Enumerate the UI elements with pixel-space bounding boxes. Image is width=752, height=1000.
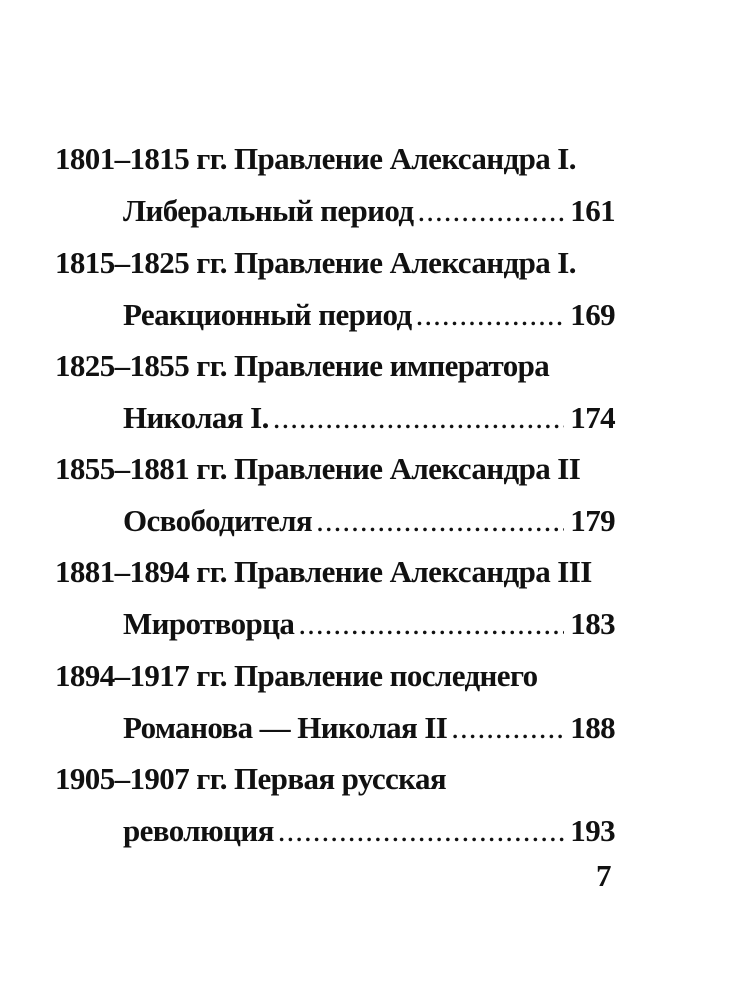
- toc-entry-heading: 1801–1815 гг. Правление Александра I.: [55, 141, 576, 176]
- leader-dots: [278, 813, 565, 849]
- leader-dots: [273, 400, 565, 436]
- toc-entry-title: Освободителя: [123, 503, 313, 538]
- toc-entry-title: Реакционный период: [123, 297, 412, 332]
- leader-dots: [416, 297, 565, 333]
- page-number: 7: [596, 858, 612, 893]
- toc-entry-line: [123, 193, 615, 229]
- toc-entry-line: [123, 606, 615, 642]
- toc-entry-line: [123, 813, 615, 849]
- toc-entry-heading: 1881–1894 гг. Правление Александра III: [55, 554, 592, 589]
- toc-entry-page: 183: [570, 606, 615, 641]
- toc-entry-line: [123, 297, 615, 333]
- toc-entry-heading: 1855–1881 гг. Правление Александра II: [55, 451, 581, 486]
- toc-entry-page: 179: [570, 503, 615, 538]
- leader-dots: [316, 503, 564, 539]
- toc-entry-heading: 1905–1907 гг. Первая русская: [55, 761, 447, 796]
- toc-entry-title: Романова — Николая II: [123, 710, 448, 745]
- toc-entry-line: [123, 503, 615, 539]
- toc-entry-line: [123, 710, 615, 746]
- toc-entry-heading: 1815–1825 гг. Правление Александра I.: [55, 245, 576, 280]
- leader-dots: [298, 606, 564, 642]
- toc-entry-heading: 1894–1917 гг. Правление последнего: [55, 658, 538, 693]
- toc-entry-page: 188: [570, 710, 615, 745]
- toc-entry-title: Николая I.: [123, 400, 269, 435]
- toc-entry-page: 193: [570, 813, 615, 848]
- leader-dots: [451, 710, 564, 746]
- toc-entry-title: Либеральный период: [123, 193, 414, 228]
- toc-entry-page: 174: [570, 400, 615, 435]
- toc-entry-title: Миротворца: [123, 606, 295, 641]
- toc-entry-page: 161: [570, 193, 615, 228]
- toc-entry-page: 169: [570, 297, 615, 332]
- toc-entry-heading: 1825–1855 гг. Правление императора: [55, 348, 550, 383]
- leader-dots: [418, 193, 565, 229]
- toc-entry-title: революция: [123, 813, 274, 848]
- toc-entry-line: [123, 400, 615, 436]
